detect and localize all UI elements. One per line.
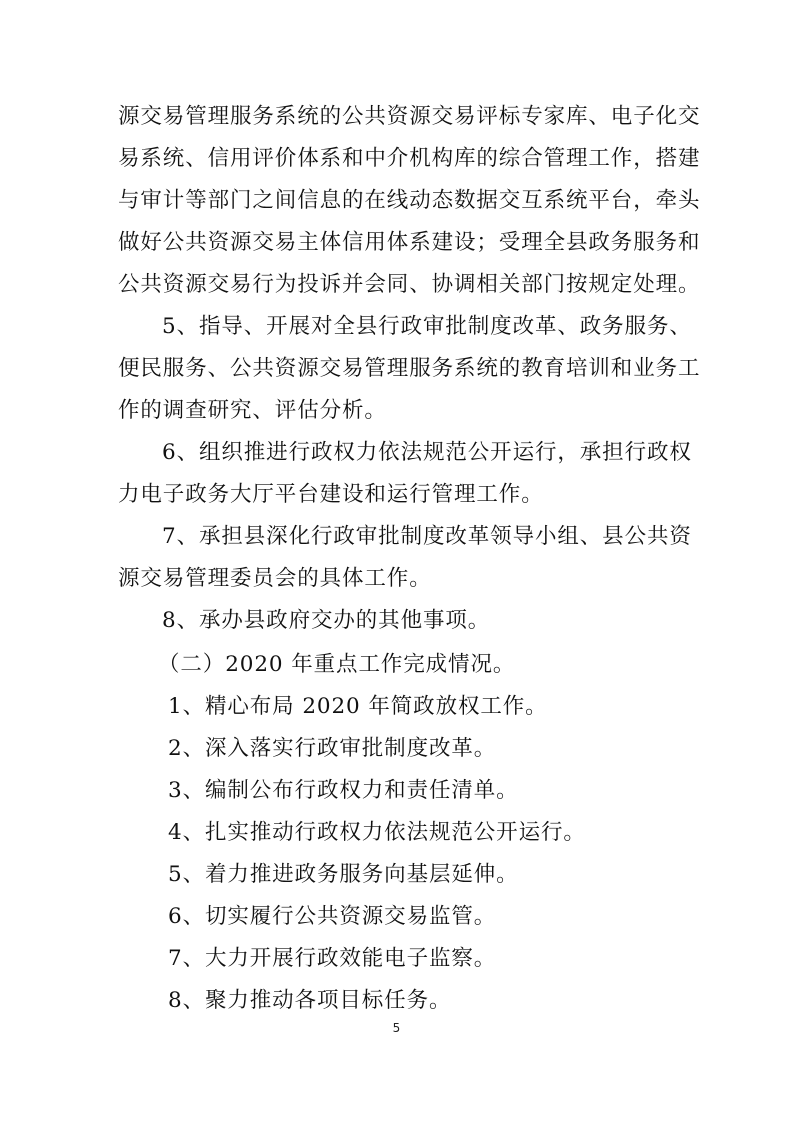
text-line: 易系统、信用评价体系和中介机构库的综合管理工作，搭建 [118,146,701,171]
list-item: 6、切实履行公共资源交易监管。 [168,904,497,929]
page-number: 5 [392,1021,401,1035]
list-item: 7、大力开展行政效能电子监察。 [168,946,497,971]
text-line: 7、承担县深化行政审批制度改革领导小组、县公共资 [162,524,692,549]
list-item: 1、精心布局 2020 年简政放权工作。 [168,694,548,719]
text-line: 源交易管理委员会的具体工作。 [118,566,432,591]
text-line: 做好公共资源交易主体信用体系建设；受理全县政务服务和 [118,230,701,255]
text-line: 源交易管理服务系统的公共资源交易评标专家库、电子化交 [118,104,701,129]
section-heading: （二）2020 年重点工作完成情况。 [158,652,516,677]
list-item: 8、聚力推动各项目标任务。 [168,988,452,1013]
list-item: 5、着力推进政务服务向基层延伸。 [168,862,519,887]
text-line: 力电子政务大厅平台建设和运行管理工作。 [118,482,544,507]
text-line: 6、组织推进行政权力依法规范公开运行，承担行政权 [162,440,692,465]
list-item: 2、深入落实行政审批制度改革。 [168,736,497,761]
text-line: 便民服务、公共资源交易管理服务系统的教育培训和业务工 [118,356,701,381]
text-line: 5、指导、开展对全县行政审批制度改革、政务服务、 [162,314,692,339]
text-line: 8、承办县政府交办的其他事项。 [162,608,491,633]
list-item: 3、编制公布行政权力和责任清单。 [168,778,519,803]
text-line: 作的调查研究、评估分析。 [118,398,387,423]
text-line: 与审计等部门之间信息的在线动态数据交互系统平台，牵头 [118,188,701,213]
list-item: 4、扎实推动行政权力依法规范公开运行。 [168,820,586,845]
text-line: 公共资源交易行为投诉并会同、协调相关部门按规定处理。 [118,272,701,297]
